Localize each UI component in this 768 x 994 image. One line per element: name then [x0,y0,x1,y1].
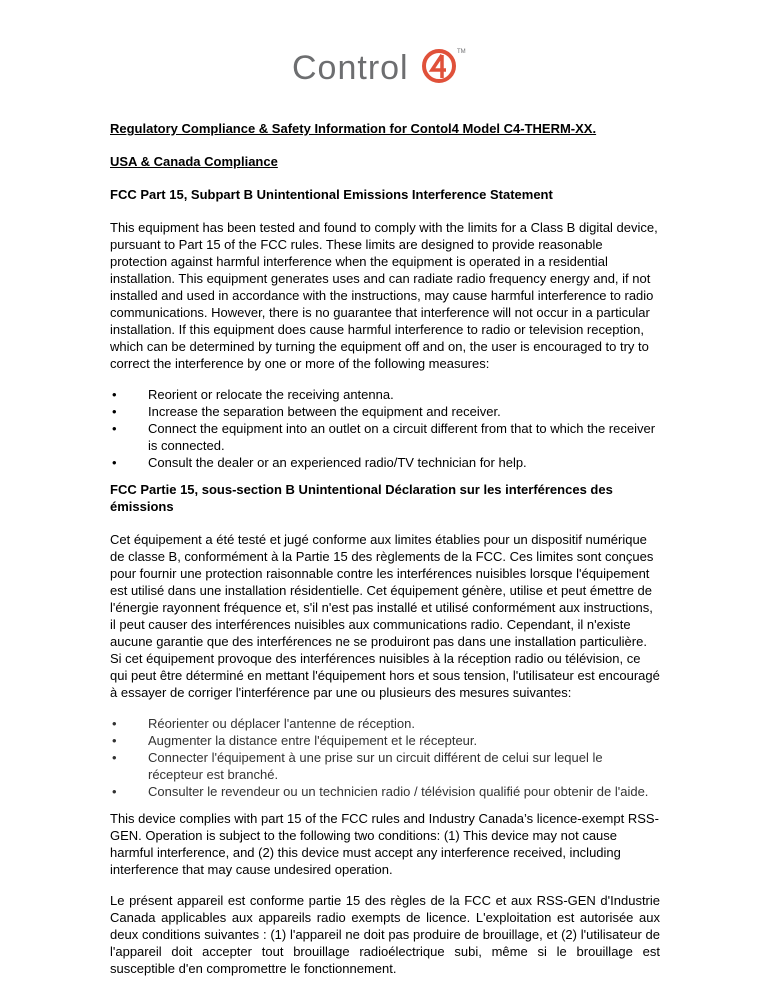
control4-logo [292,44,472,90]
bullet-icon: • [112,733,117,748]
bullet-icon: • [112,421,117,436]
document-body [110,120,660,991]
list-item: • Connecter l'équipement à une prise sur un circuit différent de celui sur lequel le récepteur est branché. [112,750,603,782]
fcc-fr-heading: FCC Partie 15, sous-section B Unintentional Déclaration sur les interférences des émissions [110,482,613,514]
fcc-fr-measures-list [110,715,660,800]
fcc-en-measures-list [110,386,660,471]
bullet-icon: • [112,716,117,731]
logo-wordmark: Control [292,49,409,87]
bullet-icon: • [112,784,117,799]
logo-mark-icon [424,51,454,81]
bullet-icon: • [112,750,117,765]
list-item: • Consulter le revendeur ou un technicien radio / télévision qualifié pour obtenir de l'aide. [112,784,649,799]
list-item: • Consult the dealer or an experienced radio/TV technician for help. [112,455,527,470]
list-item: • Connect the equipment into an outlet on a circuit different from that to which the receiver is connected. [112,421,656,453]
fcc-fr-body: Cet équipement a été testé et jugé conforme aux limites établies pour un dispositif numérique de classe B, conformément à la Partie 15 des règlements de la FCC. Ces limites sont conçues pour fournir une protection raisonnable contre les interférences nuisibles lorsque l'équipement est utilisé dans une installation résidentielle. Cet équipement génère, utilise et peut émettre de l'énergie rayonnent fréquence et, s'il n'est pas installé et utilisé conformément aux instructions, il peut causer des interférences nuisibles aux communications radio. Cependant, il n'existe aucune garantie que des interférences ne se produiront pas dans une installation particulière. Si cet équipement provoque des interférences nuisibles à la réception radio ou télévision, ce qui peut être déterminé en mettant l'équipement hors et sous tension, l'utilisateur est encouragé à essayer de corriger l'interférence par une ou plusieurs des mesures suivantes: [110,532,660,700]
bullet-icon: • [112,404,117,419]
list-item: • Augmenter la distance entre l'équipement et le récepteur. [112,733,478,748]
list-item: • Reorient or relocate the receiving antenna. [112,387,394,402]
bullet-icon: • [112,387,117,402]
logo-trademark: TM [457,49,466,55]
section-heading: USA & Canada Compliance [110,154,278,169]
bullet-icon: • [112,455,117,470]
list-item: • Increase the separation between the equipment and receiver. [112,404,501,419]
document-title: Regulatory Compliance & Safety Information for Contol4 Model C4-THERM-XX. [110,121,597,136]
compliance-statement-en: This device complies with part 15 of the FCC rules and Industry Canada’s licence-exempt RSS-GEN. Operation is subject to the following two conditions: (1) This device may not cause harmful interference, and (2) this device must accept any interference received, including interference that may cause undesired operation. [110,811,659,877]
fcc-en-body: This equipment has been tested and found to comply with the limits for a Class B digital device, pursuant to Part 15 of the FCC rules. These limits are designed to provide reasonable protection against harmful interference when the equipment is operated in a residential installation. This equipment generates uses and can radiate radio frequency energy and, if not installed and used in accordance with the instructions, may cause harmful interference to radio communications. However, there is no guarantee that interference will not occur in a particular installation. If this equipment does cause harmful interference to radio or television reception, which can be determined by turning the equipment off and on, the user is encouraged to try to correct the interference by one or more of the following measures: [110,220,658,371]
list-item: • Réorienter ou déplacer l'antenne de réception. [112,716,415,731]
compliance-statement-fr: Le présent appareil est conforme partie 15 des règles de la FCC et aux RSS-GEN d'Industrie Canada applicables aux appareils radio exempts de licence. L'exploitation est autorisée aux deux conditions suivantes : (1) l'appareil ne doit pas produire de brouillage, et (2) l'utilisateur de l'appareil doit accepter tout brouillage radioélectrique subi, même si le brouillage est susceptible d'en compromettre le fonctionnement. [110,893,660,976]
fcc-en-heading: FCC Part 15, Subpart B Unintentional Emissions Interference Statement [110,187,553,202]
